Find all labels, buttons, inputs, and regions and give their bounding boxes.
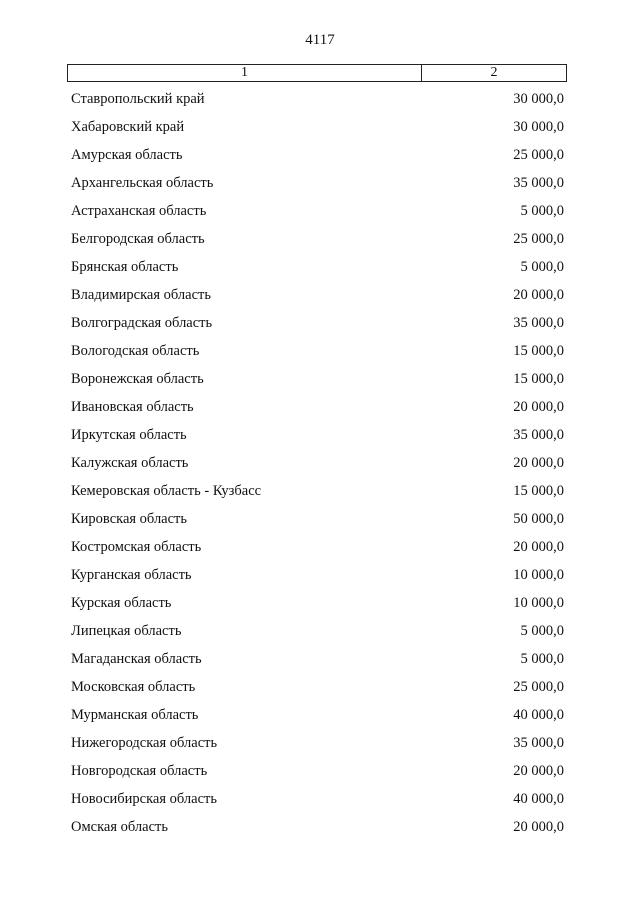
table-row [71, 113, 564, 141]
table-row [71, 645, 564, 673]
table-body [71, 85, 564, 841]
amount-value: 20 000,0 [513, 538, 564, 555]
region-name: Курская область [71, 594, 172, 611]
region-name: Новгородская область [71, 762, 208, 779]
region-name: Ивановская область [71, 398, 194, 415]
table-row [71, 421, 564, 449]
table-row [71, 365, 564, 393]
region-name: Иркутская область [71, 426, 187, 443]
amount-value: 15 000,0 [513, 482, 564, 499]
region-name: Амурская область [71, 146, 183, 163]
region-name: Магаданская область [71, 650, 202, 667]
table-row [71, 617, 564, 645]
table-row [71, 85, 564, 113]
table-row [71, 449, 564, 477]
table-row [71, 701, 564, 729]
table-row [71, 729, 564, 757]
region-name: Кировская область [71, 510, 188, 527]
amount-value: 5 000,0 [520, 622, 564, 639]
region-name: Калужская область [71, 454, 189, 471]
region-name: Нижегородская область [71, 734, 218, 751]
page-number: 4117 [305, 32, 335, 48]
region-name: Московская область [71, 678, 196, 695]
table-row [71, 393, 564, 421]
amount-value: 30 000,0 [513, 90, 564, 107]
amount-value: 15 000,0 [513, 370, 564, 387]
amount-value: 15 000,0 [513, 342, 564, 359]
amount-value: 25 000,0 [513, 146, 564, 163]
region-name: Брянская область [71, 258, 179, 275]
region-name: Костромская область [71, 538, 202, 555]
region-name: Новосибирская область [71, 790, 217, 807]
table-row [71, 197, 564, 225]
amount-value: 20 000,0 [513, 818, 564, 835]
table-row [71, 533, 564, 561]
table-row [71, 757, 564, 785]
amount-value: 20 000,0 [513, 454, 564, 471]
amount-value: 20 000,0 [513, 286, 564, 303]
table-row [71, 225, 564, 253]
region-name: Волгоградская область [71, 314, 213, 331]
amount-value: 25 000,0 [513, 230, 564, 247]
amount-value: 25 000,0 [513, 678, 564, 695]
header-column-2: 2 [490, 65, 498, 80]
amount-value: 50 000,0 [513, 510, 564, 527]
amount-value: 30 000,0 [513, 118, 564, 135]
table-row [71, 169, 564, 197]
amount-value: 20 000,0 [513, 398, 564, 415]
region-name: Кемеровская область - Кузбасс [71, 482, 262, 499]
amount-value: 20 000,0 [513, 762, 564, 779]
region-name: Архангельская область [71, 174, 214, 191]
amount-value: 40 000,0 [513, 706, 564, 723]
table-row [71, 281, 564, 309]
amount-value: 35 000,0 [513, 174, 564, 191]
amount-value: 5 000,0 [520, 258, 564, 275]
table-row [71, 337, 564, 365]
table-row [71, 141, 564, 169]
table-row [71, 673, 564, 701]
table-row [71, 477, 564, 505]
table-row [71, 561, 564, 589]
region-name: Белгородская область [71, 230, 205, 247]
table-row [71, 253, 564, 281]
region-name: Курганская область [71, 566, 192, 583]
amount-value: 5 000,0 [520, 650, 564, 667]
region-name: Ставропольский край [71, 90, 205, 107]
region-name: Воронежская область [71, 370, 204, 387]
amount-value: 10 000,0 [513, 594, 564, 611]
region-name: Астраханская область [71, 202, 207, 219]
region-name: Владимирская область [71, 286, 211, 303]
amount-value: 35 000,0 [513, 314, 564, 331]
region-name: Мурманская область [71, 706, 199, 723]
amount-value: 10 000,0 [513, 566, 564, 583]
region-name: Хабаровский край [71, 118, 185, 135]
region-name: Омская область [71, 818, 168, 835]
region-name: Вологодская область [71, 342, 200, 359]
amount-value: 35 000,0 [513, 734, 564, 751]
region-name: Липецкая область [71, 622, 182, 639]
amount-value: 40 000,0 [513, 790, 564, 807]
table-row [71, 505, 564, 533]
table-header [67, 64, 567, 82]
table-row [71, 589, 564, 617]
table-row [71, 785, 564, 813]
amount-value: 35 000,0 [513, 426, 564, 443]
table-row [71, 813, 564, 841]
header-column-1: 1 [68, 65, 422, 81]
table-row [71, 309, 564, 337]
amount-value: 5 000,0 [520, 202, 564, 219]
